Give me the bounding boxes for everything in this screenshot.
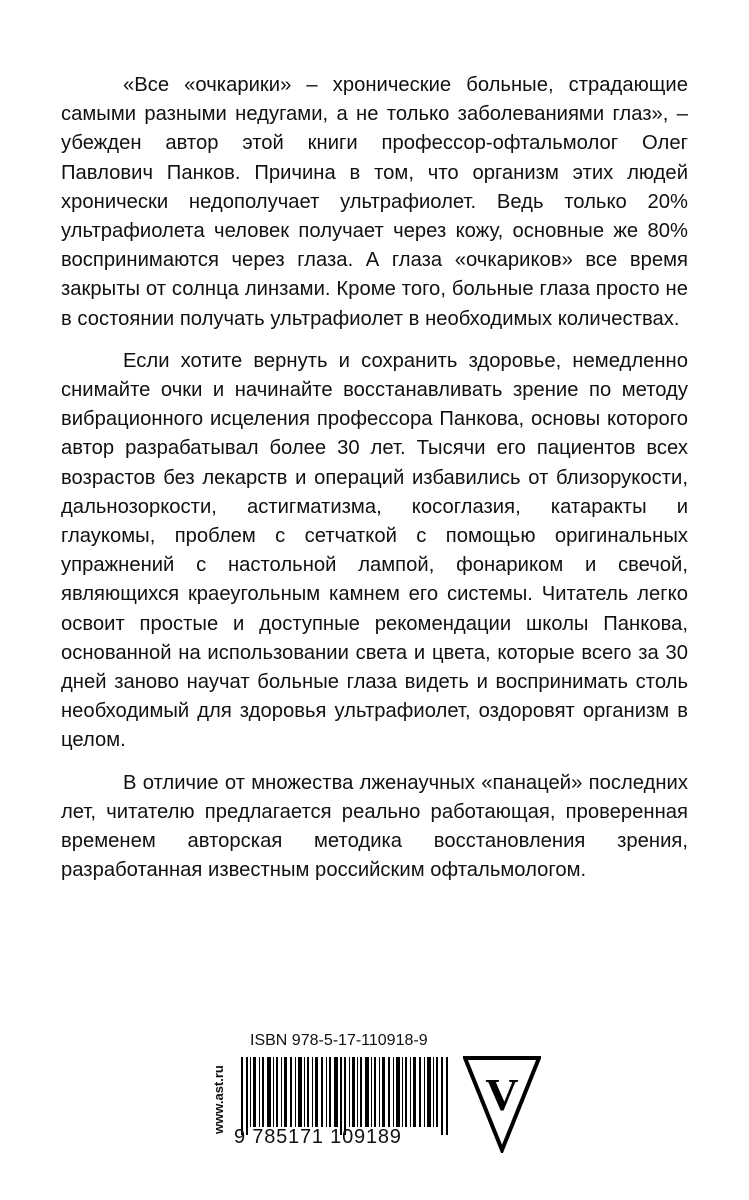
publisher-logo-letter: V bbox=[485, 1069, 519, 1120]
isbn-label: ISBN 978-5-17-110918-9 bbox=[250, 1032, 428, 1049]
publisher-website: www.ast.ru bbox=[211, 1065, 226, 1134]
publisher-logo-icon bbox=[463, 1055, 541, 1153]
annotation-paragraph-2: Если хотите вернуть и сохранить здоровье, немедленно снимайте очки и начинайте восстанавливать зрение по методу вибрационного исцеления профессора Панкова, основы которого автор разрабатывал более 30 лет. Тысячи его пациентов всех возрастов без лекарств и операций избавились от близорукости, дальнозоркости, астигматизма, косоглазия, катаракты и глаукомы, проблем с сетчаткой с помощью оригинальных упражнений с настольной лампой, фонариком и свечой, являющихся краеугольным камнем его системы. Читатель легко освоит простые и доступные рекомендации школы Панкова, основанной на использовании света и цвета, которые всего за 30 дней заново научат больные глаза видеть и воспринимать столь необходимый для здоровья ультрафиолет, оздоровят организм в целом. bbox=[61, 349, 688, 752]
annotation-paragraph-1: «Все «очкарики» – хронические больные, страдающие самыми разными недугами, а не только заболеваниями глаз», – убежден автор этой книги профессор-офтальмолог Олег Павлович Панков. Причина в том, что организм этих людей хронически недополучает ультрафиолет. Ведь только 20% ультрафиолета человек получает через кожу, основные же 80% воспринимаются через глаза. А глаза «очкариков» все время закрыты от солнца линзами. Кроме того, больные глаза просто не в состоянии получать ультрафиолет в необходимых количествах. bbox=[61, 74, 688, 330]
isbn-barcode bbox=[241, 1057, 451, 1135]
annotation-paragraph-3: В отличие от множества лженаучных «панацей» последних лет, читателю предлагается реально работающая, проверенная временем авторская методика восстановления зрения, разработанная известным российским офтальмологом. bbox=[61, 771, 688, 882]
publisher-footer bbox=[210, 1031, 550, 1157]
barcode-digits: 9 785171 109189 bbox=[234, 1126, 402, 1148]
annotation-text bbox=[61, 71, 688, 885]
